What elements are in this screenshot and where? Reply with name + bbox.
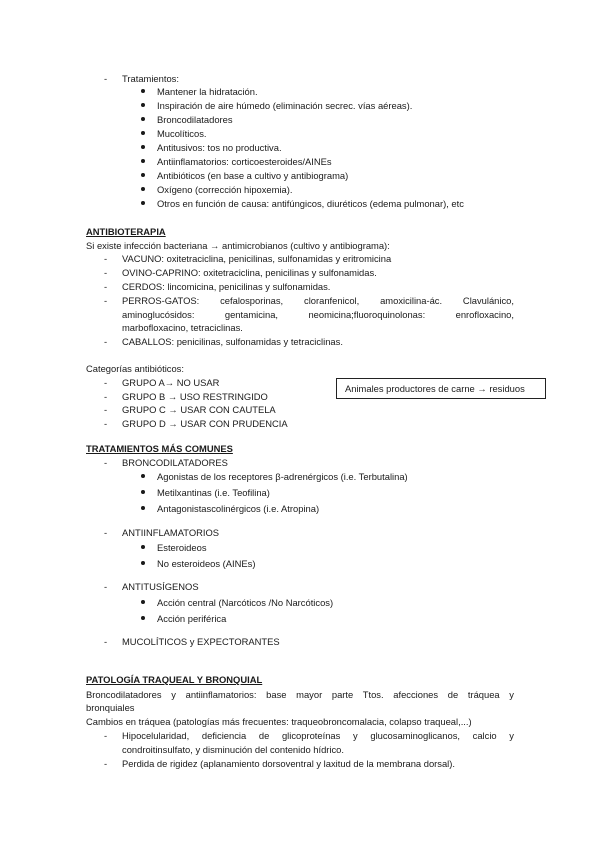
list-item: Antagonistascolinérgicos (i.e. Atropina) — [157, 503, 320, 514]
list-item: Mucolíticos. — [157, 128, 207, 139]
tratamientos-title: Tratamientos: — [122, 73, 179, 84]
antitusigenos-title: ANTITUSÍGENOS — [122, 581, 199, 592]
list-item: OVINO-CAPRINO: oxitetraciclina, penicilinas y sulfonamidas. — [122, 267, 377, 278]
antibioterapia-intro: Si existe infección bacteriana → antimicrobianos (cultivo y antibiograma): — [86, 240, 390, 251]
list-item: Agonistas de los receptores β-adrenérgicos (i.e. Terbutalina) — [157, 471, 408, 482]
note-box — [336, 378, 546, 399]
cambios-traquea-text: Cambios en tráquea (patologías más frecuentes: traqueobroncomalacia, colapso traqueal,...) — [86, 716, 472, 727]
list-item: Broncodilatadores — [157, 114, 233, 125]
list-item: Mantener la hidratación. — [157, 86, 258, 97]
list-item: Antiinflamatorios: corticoesteroides/AINEs — [157, 156, 332, 167]
patologia-paragraph-continuation: bronquiales — [86, 702, 135, 713]
list-item: Antitusivos: tos no productiva. — [157, 142, 282, 153]
list-item-continuation: aminoglucósidos: gentamicina, neomicina;fluoroquinolonas: enrofloxacino, — [122, 309, 514, 320]
list-item: Perdida de rigidez (aplanamiento dorsoventral y laxitud de la membrana dorsal). — [122, 758, 455, 769]
bullet-icon — [141, 490, 145, 494]
bullet-icon — [141, 159, 145, 163]
list-item: Inspiración de aire húmedo (eliminación secrec. vías aéreas). — [157, 100, 413, 111]
bullet-icon — [141, 187, 145, 191]
list-item: CABALLOS: penicilinas, sulfonamidas y tetraciclinas. — [122, 336, 343, 347]
dash-marker: - — [104, 730, 108, 741]
list-item: GRUPO D → USAR CON PRUDENCIA — [122, 418, 288, 429]
bullet-icon — [141, 600, 145, 604]
bullet-icon — [141, 131, 145, 135]
dash-marker: - — [104, 391, 108, 402]
patologia-paragraph: Broncodilatadores y antiinflamatorios: base mayor parte Ttos. afecciones de tráquea y — [86, 689, 514, 700]
dash-marker: - — [104, 636, 108, 647]
tratamientos-comunes-heading: TRATAMIENTOS MÁS COMUNES — [86, 443, 233, 454]
dash-marker: - — [104, 336, 108, 347]
note-box-text: Animales productores de carne → residuos — [345, 383, 525, 394]
list-item: Metilxantinas (i.e. Teofilina) — [157, 487, 270, 498]
dash-marker: - — [104, 281, 108, 292]
bullet-icon — [141, 117, 145, 121]
bullet-icon — [141, 616, 145, 620]
list-item: Hipocelularidad, deficiencia de glicoproteínas y glucosaminoglicanos, calcio y — [122, 730, 514, 741]
patologia-heading: PATOLOGÍA TRAQUEAL Y BRONQUIAL — [86, 674, 263, 685]
list-item: CERDOS: lincomicina, penicilinas y sulfonamidas. — [122, 281, 331, 292]
broncodilatadores-title: BRONCODILATADORES — [122, 457, 228, 468]
list-item: Otros en función de causa: antifúngicos, diuréticos (edema pulmonar), etc — [157, 198, 464, 209]
mucoliticos-title: MUCOLÍTICOS y EXPECTORANTES — [122, 636, 280, 647]
dash-marker: - — [104, 527, 108, 538]
bullet-icon — [141, 173, 145, 177]
list-item: VACUNO: oxitetraciclina, penicilinas, sulfonamidas y eritromicina — [122, 253, 392, 264]
bullet-icon — [141, 545, 145, 549]
list-item: GRUPO C → USAR CON CAUTELA — [122, 404, 276, 415]
list-item: GRUPO A→ NO USAR — [122, 377, 220, 388]
antibioterapia-heading: ANTIBIOTERAPIA — [86, 226, 166, 237]
list-item-continuation: marbofloxacino, tetraciclinas. — [122, 322, 243, 333]
list-item: No esteroideos (AINEs) — [157, 558, 256, 569]
bullet-icon — [141, 201, 145, 205]
dash-marker: - — [104, 73, 108, 84]
list-item: Esteroideos — [157, 542, 207, 553]
list-item-continuation: condroitinsulfato, y disminución del contenido hídrico. — [122, 744, 345, 755]
list-item: PERROS-GATOS: cefalosporinas, cloranfenicol, amoxicilina-ác. Clavulánico, — [122, 295, 514, 306]
dash-marker: - — [104, 267, 108, 278]
dash-marker: - — [104, 758, 108, 769]
list-item: Acción periférica — [157, 613, 227, 624]
dash-marker: - — [104, 377, 108, 388]
dash-marker: - — [104, 457, 108, 468]
list-item: GRUPO B → USO RESTRINGIDO — [122, 391, 268, 402]
dash-marker: - — [104, 295, 108, 306]
bullet-icon — [141, 561, 145, 565]
dash-marker: - — [104, 253, 108, 264]
bullet-icon — [141, 145, 145, 149]
antiinflamatorios-title: ANTIINFLAMATORIOS — [122, 527, 220, 538]
dash-marker: - — [104, 418, 108, 429]
bullet-icon — [141, 474, 145, 478]
list-item: Oxígeno (corrección hipoxemia). — [157, 184, 293, 195]
list-item: Acción central (Narcóticos /No Narcóticos) — [157, 597, 334, 608]
bullet-icon — [141, 506, 145, 510]
bullet-icon — [141, 103, 145, 107]
bullet-icon — [141, 89, 145, 93]
categorias-intro: Categorías antibióticos: — [86, 363, 184, 374]
list-item: Antibióticos (en base a cultivo y antibiograma) — [157, 170, 349, 181]
dash-marker: - — [104, 404, 108, 415]
dash-marker: - — [104, 581, 108, 592]
